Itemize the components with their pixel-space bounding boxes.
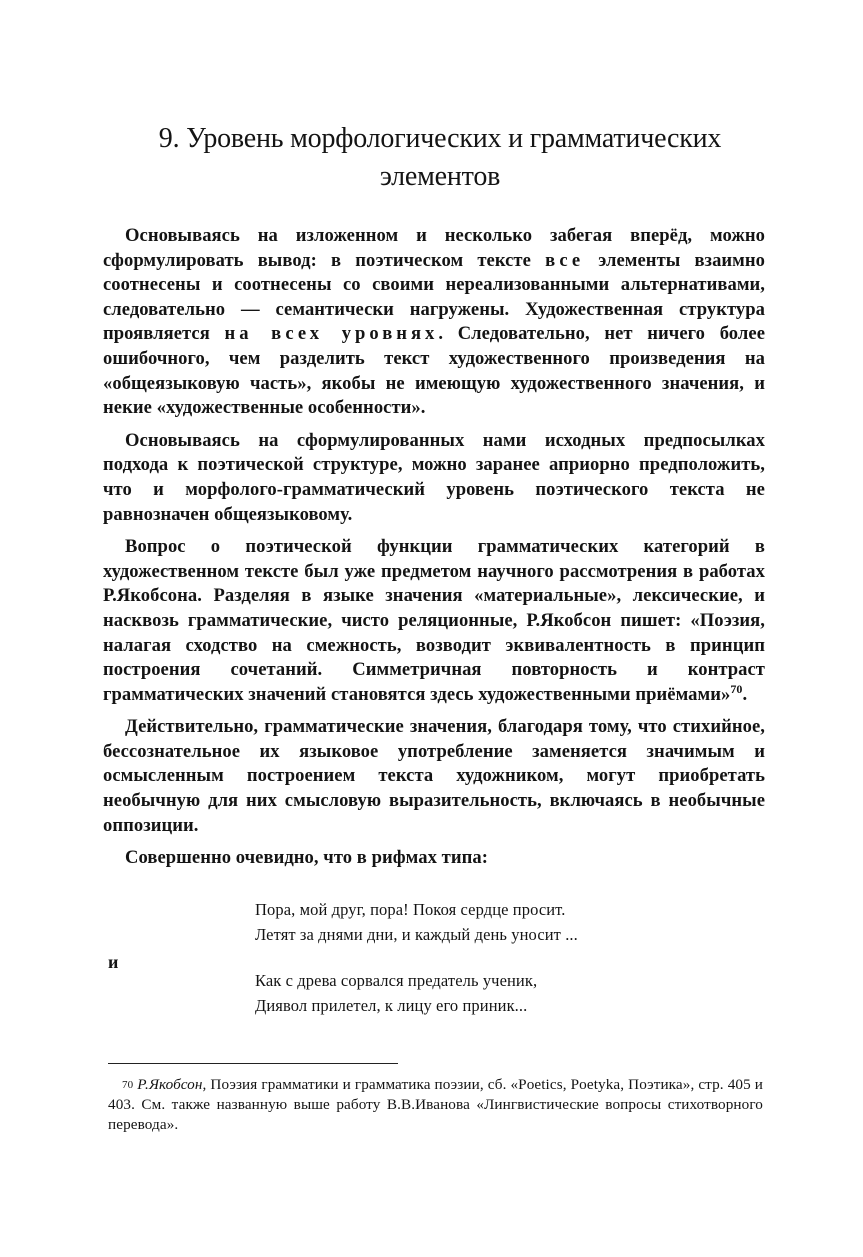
spaced-emphasis-all-levels: на всех уровнях: [224, 323, 439, 345]
spaced-emphasis-all: все: [545, 249, 585, 271]
paragraph-1: [103, 224, 765, 421]
paragraph-3-end: .: [742, 683, 748, 705]
paragraph-1-part-b: элементы взаимно соотнесены и соотнесены со своими нереализованными альтернативами, следовательно — семантически нагружены. Художественная структура проявляется: [103, 249, 766, 345]
verse-1-line-1: Пора, мой друг, пора! Покоя сердце просит.: [255, 900, 566, 919]
verse-2-line-1: Как с древа сорвался предатель ученик,: [255, 971, 538, 990]
verse-quote-2: [255, 968, 537, 1018]
footnote: [108, 1075, 763, 1135]
paragraph-2: Основываясь на сформулированных нами исходных предпосылках подхода к поэтической структуре, можно заранее априорно предположить, что и морфолого-грамматический уровень поэтического текста не равнозначен общеязыковому.: [103, 429, 765, 525]
conjunction-and: и: [108, 952, 119, 972]
footnote-text: Поэзия грамматики и грамматика поэзии, сб. «Poetics, Poetyka, Поэтика», стр. 405 и 403. См. также названную выше работу В.В.Иванова «Лингвистические вопросы стихотворного перевода».: [108, 1076, 763, 1133]
footnote-reference[interactable]: 70: [730, 681, 743, 696]
footnote-divider: [108, 1063, 398, 1064]
heading-line-1: 9. Уровень морфологических и грамматических: [158, 123, 722, 154]
verse-quote-1: [255, 897, 578, 947]
paragraph-3: [103, 535, 765, 707]
section-heading: [100, 120, 780, 196]
paragraph-3-text: Вопрос о поэтической функции грамматических категорий в художественном тексте был уже предметом научного рассмотрения в работах Р.Якобсона. Разделяя в языке значения «материальные», лексические, и насквозь грамматические, чисто реляционные, Р.Якобсон пишет: «Поэзия, налагая сходство на смежность, возводит эквивалентность в принцип построения сочетаний. Симметричная повторность и контраст грамматических значений становятся здесь художественными приёмами»: [103, 536, 765, 705]
paragraph-5: Совершенно очевидно, что в рифмах типа:: [125, 847, 488, 869]
body-text: [103, 224, 765, 879]
paragraph-1-part-a: Основываясь на изложенном и несколько забегая вперёд, можно сформулировать вывод: в поэтическом тексте: [103, 225, 765, 271]
verse-2-line-2: Диявол прилетел, к лицу его приник...: [255, 996, 528, 1015]
paragraph-4: Действительно, грамматические значения, благодаря тому, что стихийное, бессознательное их языковое употребление заменяется значимым и осмысленным построением текста художником, могут приобретать необычную для них смысловую выразительность, включаясь в необычные оппозиции.: [103, 716, 765, 836]
heading-line-2: элементов: [379, 161, 501, 192]
footnote-author: Р.Якобсон,: [137, 1076, 207, 1093]
footnote-number: 70: [122, 1079, 134, 1091]
verse-1-line-2: Летят за днями дни, и каждый день уносит ...: [255, 925, 578, 944]
paragraph-1-part-c: . Следовательно, нет ничего более ошибочного, чем разделить текст художественного произведения на «общеязыковую часть», якобы не имеющую художественного значения, и некие «художественные особенности».: [103, 323, 765, 419]
